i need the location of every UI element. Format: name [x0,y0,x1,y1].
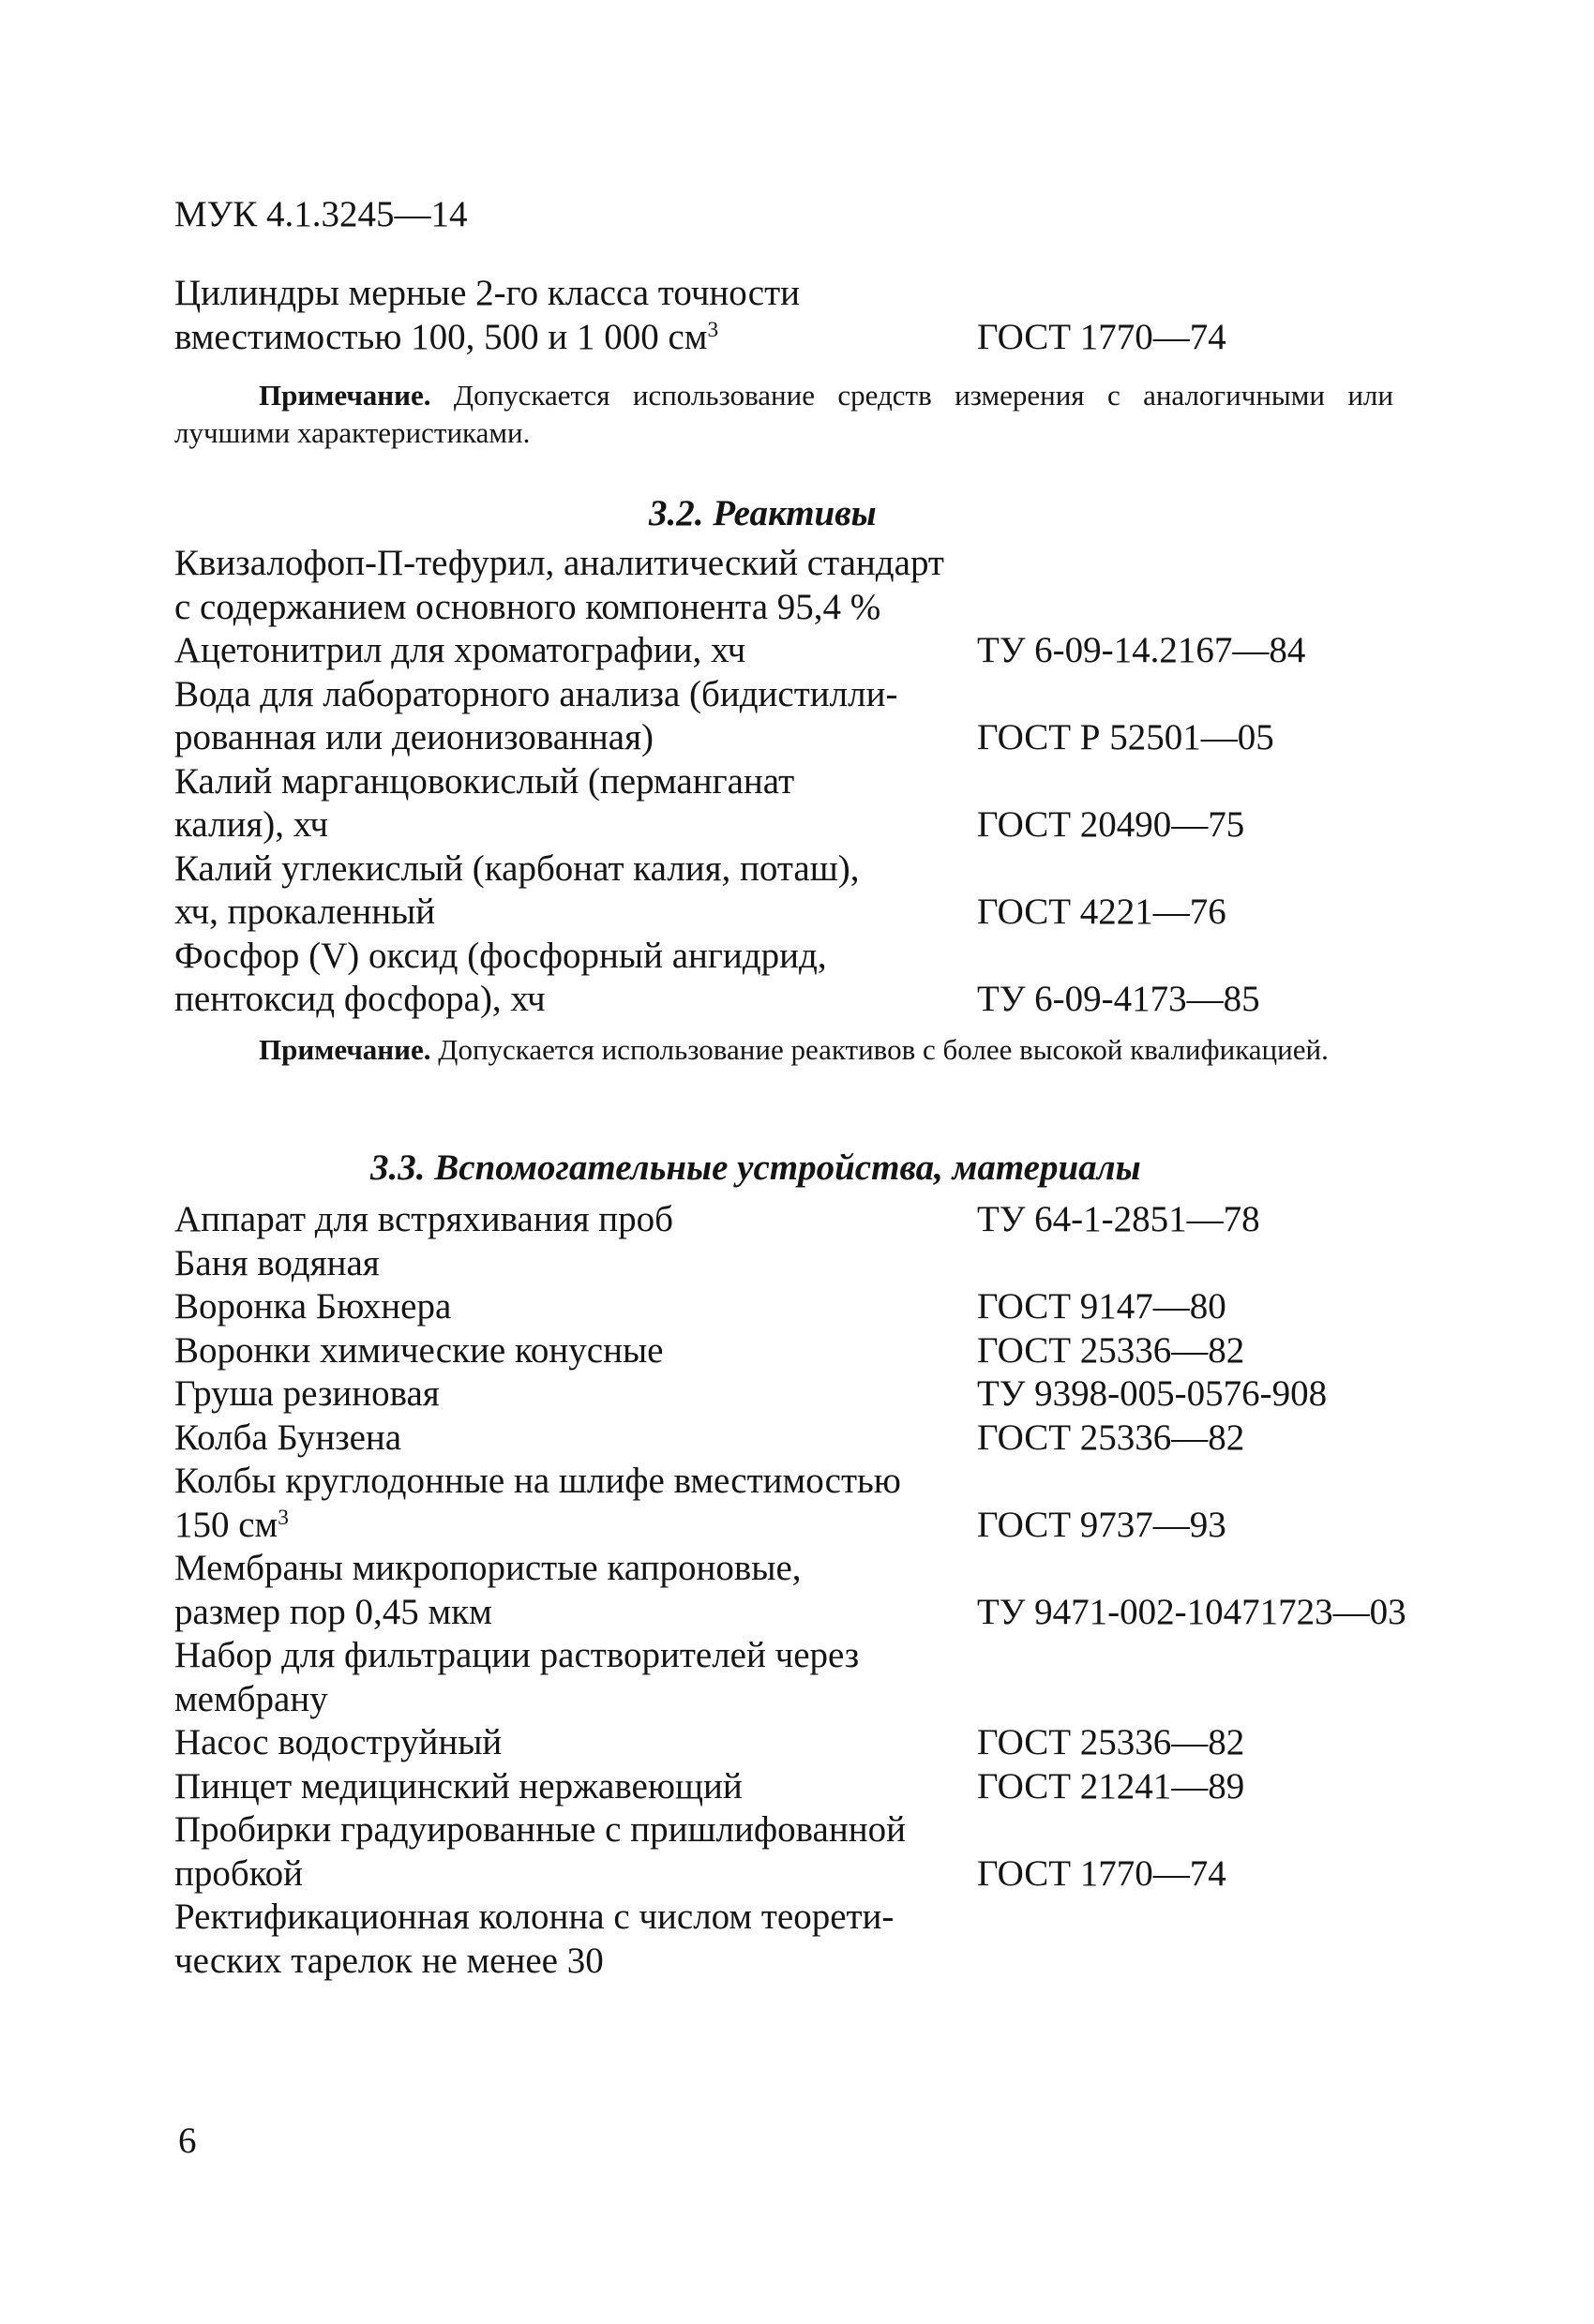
item-name-line [174,542,981,586]
item-name [174,673,981,760]
list-item [174,935,1450,1022]
item-name-text: калия), хч [174,804,328,845]
item-standard: ГОСТ 1770—74 [977,1852,1226,1894]
item-name-text: Колбы круглодонные на шлифе вместимостью [174,1461,901,1501]
item-standard: ГОСТ 1770—74 [977,316,1226,357]
item-name-text: Мембраны микропористые капроновые, [174,1548,802,1588]
item-name-text: Ректификационная колонна с числом теорети- [174,1897,895,1937]
item-standard: ТУ 6-09-4173—85 [977,979,1260,1019]
list-item [174,272,1450,359]
item-name-text: мембрану [174,1678,328,1719]
item-standard: ГОСТ Р 52501—05 [977,717,1274,757]
item-name-text: Воронка Бюхнера [174,1286,452,1327]
list-item [174,1634,1450,1721]
item-name-text: вместимостью 100, 500 и 1 000 см [174,316,708,357]
item-standard: ГОСТ 20490—75 [977,804,1245,845]
list-item [174,1417,1450,1461]
item-name-line [174,1547,981,1591]
item-standard: ГОСТ 4221—76 [977,892,1226,932]
item-standard: ТУ 9398-005-0576-908 [977,1373,1328,1414]
list-item [174,847,1450,935]
item-name-line [174,1285,981,1329]
unit-superscript: 3 [707,317,719,342]
measuring-note [174,377,1450,452]
item-name [174,1721,981,1765]
item-standard: ТУ 64-1-2851—78 [977,1199,1260,1239]
item-standard: ТУ 9471-002-10471723—03 [977,1591,1406,1632]
note-text: Допускается использование реактивов с более высокой квалификацией. [430,1033,1329,1066]
item-name [174,935,981,1022]
list-item [174,1242,1450,1286]
item-name [174,629,981,673]
item-name-line [174,272,981,316]
list-item [174,1896,1450,1983]
item-standard: ТУ 6-09-14.2167—84 [977,630,1306,670]
note-paragraph [174,377,1393,452]
item-name [174,760,981,847]
item-name [174,847,981,935]
item-name-line [174,1852,981,1897]
item-name-text: Квизалофоп-П-тефурил, аналитический стандарт [174,543,944,583]
item-name-line [174,1372,981,1417]
page-number: 6 [178,2121,197,2161]
measuring-instruments-list [174,272,1450,359]
item-name-text: Калий марганцовокислый (перманганат [174,760,795,802]
note-paragraph [174,1031,1393,1069]
item-name-line [174,1721,981,1765]
item-name-line [174,1460,981,1504]
item-name-text: пробкой [174,1852,304,1894]
item-name [174,1285,981,1329]
item-name-line [174,1808,981,1852]
item-standard: ГОСТ 9737—93 [977,1504,1226,1545]
item-standard: ГОСТ 9147—80 [977,1286,1226,1327]
item-name-line [174,586,981,630]
list-item [174,1808,1450,1896]
list-item [174,1285,1450,1329]
item-name-text: Воронки химические конусные [174,1329,664,1371]
item-name [174,272,981,359]
item-name-line [174,935,981,979]
item-name-line [174,716,981,760]
item-name-line [174,1896,981,1940]
item-name-line [174,1940,981,1984]
item-name-line [174,760,981,804]
item-name [174,542,981,629]
item-name-line [174,1765,981,1809]
item-name-text: 150 см [174,1504,278,1545]
note-text: Допускается использование средств измерения с аналогичными или лучшими характеристиками. [174,379,1393,449]
list-item [174,1765,1450,1809]
item-name-line [174,1504,981,1548]
document-code-header: МУК 4.1.3245—14 [174,194,468,234]
item-name-text: Ацетонитрил для хроматографии, хч [174,630,746,670]
item-name-line [174,673,981,717]
list-item [174,1372,1450,1417]
item-name-text: Баня водяная [174,1242,380,1283]
item-name-text: хч, прокаленный [174,892,436,932]
item-name-line [174,1678,981,1722]
section-title-auxiliary: 3.3. Вспомогательные устройства, материалы [370,1147,1141,1188]
item-name-text: Пробирки градуированные с пришлифованной [174,1809,906,1850]
item-name [174,1198,981,1242]
item-name-line [174,847,981,892]
item-name [174,1896,981,1983]
list-item [174,1460,1450,1547]
item-standard: ГОСТ 25336—82 [977,1722,1245,1762]
item-name-text: ческих тарелок не менее 30 [174,1940,604,1981]
item-name-text: Цилиндры мерные 2-го класса точности [174,273,800,313]
item-name [174,1417,981,1461]
item-standard: ГОСТ 25336—82 [977,1417,1245,1458]
item-name-line [174,1242,981,1286]
list-item [174,629,1450,673]
item-name-line [174,1634,981,1678]
item-name-line [174,1198,981,1242]
item-name-text: с содержанием основного компонента 95,4 % [174,586,881,627]
item-name [174,1765,981,1809]
reagents-list [174,542,1450,1022]
item-name-text: Вода для лабораторного анализа (бидистилли- [174,673,898,714]
list-item [174,1721,1450,1765]
item-name-line [174,891,981,935]
item-name-line [174,629,981,673]
item-name-line [174,1417,981,1461]
list-item [174,1547,1450,1634]
note-label: Примечание. [259,1033,431,1066]
item-standard: ГОСТ 25336—82 [977,1329,1245,1371]
item-name [174,1460,981,1547]
auxiliary-list [174,1198,1450,1983]
list-item [174,1198,1450,1242]
item-name [174,1547,981,1634]
item-name-text: пентоксид фосфора), хч [174,979,546,1019]
item-name-text: размер пор 0,45 мкм [174,1591,492,1632]
item-name-text: Калий углекислый (карбонат калия, поташ), [174,847,860,889]
item-name [174,1808,981,1896]
list-item [174,760,1450,847]
item-name-text: Груша резиновая [174,1373,440,1414]
list-item [174,1329,1450,1373]
item-name-text: рованная или деионизованная) [174,717,654,757]
list-item [174,673,1450,760]
item-standard: ГОСТ 21241—89 [977,1765,1245,1807]
list-item [174,542,1450,629]
item-name-line [174,1329,981,1373]
item-name-line [174,1591,981,1635]
note-label: Примечание. [259,379,431,412]
item-name [174,1329,981,1373]
item-name-text: Насос водоструйный [174,1722,503,1762]
item-name-text: Набор для фильтрации растворителей через [174,1635,860,1675]
reagents-note [174,1031,1450,1069]
item-name-line [174,316,981,360]
item-name-line [174,978,981,1022]
item-name-text: Аппарат для встряхивания проб [174,1199,673,1239]
section-title-reagents: 3.2. Реактивы [649,493,877,533]
item-name [174,1372,981,1417]
item-name [174,1242,981,1286]
item-name-line [174,803,981,847]
item-name-text: Пинцет медицинский нержавеющий [174,1765,743,1807]
item-name [174,1634,981,1721]
item-name-text: Колба Бунзена [174,1417,402,1458]
item-name-text: Фосфор (V) оксид (фосфорный ангидрид, [174,935,827,976]
unit-superscript: 3 [278,1505,289,1530]
